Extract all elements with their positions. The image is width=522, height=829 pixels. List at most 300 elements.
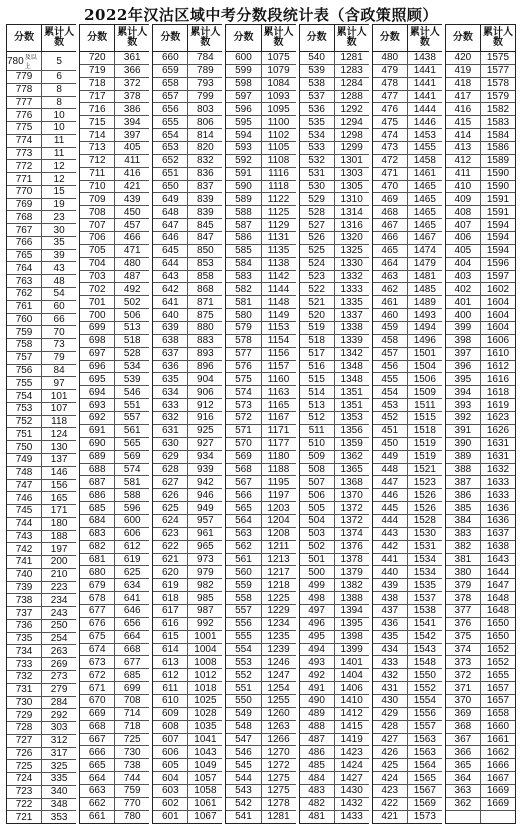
cumulative-cell: 1586 xyxy=(486,142,510,154)
table-row xyxy=(446,528,515,541)
table-row xyxy=(373,618,442,631)
table-row xyxy=(373,52,442,65)
score-cell: 399 xyxy=(446,322,481,334)
table-row xyxy=(446,515,515,528)
score-cell: 627 xyxy=(153,476,188,488)
cumulative-cell: 1424 xyxy=(340,759,363,771)
table-row xyxy=(300,811,369,823)
score-cell: 667 xyxy=(80,734,115,746)
score-cell: 756 xyxy=(7,365,42,377)
cumulative-cell: 1652 xyxy=(486,643,510,655)
score-cell: 668 xyxy=(80,721,115,733)
score-cell: 440 xyxy=(373,566,408,578)
table-row xyxy=(373,129,442,142)
cumulative-cell: 1616 xyxy=(486,373,510,385)
score-cell: 551 xyxy=(226,682,261,694)
cumulative-cell: 799 xyxy=(197,91,214,102)
cumulative-cell: 896 xyxy=(197,361,214,373)
cumulative-cell: 982 xyxy=(197,579,214,591)
score-cell: 616 xyxy=(153,618,188,630)
cumulative-cell: 1604 xyxy=(486,309,510,321)
cumulative-cell: 1465 xyxy=(413,219,436,231)
score-cell: 645 xyxy=(153,245,188,257)
score-cell: 752 xyxy=(7,416,42,428)
cumulative-cell: 317 xyxy=(50,747,68,759)
table-row xyxy=(153,644,222,657)
score-cell: 619 xyxy=(153,579,188,591)
cumulative-cell: 361 xyxy=(123,52,141,64)
table-row xyxy=(153,695,222,708)
score-cell: 695 xyxy=(80,373,115,385)
table-row xyxy=(226,669,295,682)
cumulative-cell: 685 xyxy=(123,669,141,681)
score-cell: 460 xyxy=(373,309,408,321)
table-row xyxy=(7,428,76,441)
table-row xyxy=(373,335,442,348)
table-row xyxy=(300,65,369,78)
table-row xyxy=(226,772,295,785)
score-cell: 575 xyxy=(226,373,261,385)
cumulative-cell: 1458 xyxy=(413,155,436,167)
score-cell: 529 xyxy=(300,193,335,205)
score-cell: 519 xyxy=(300,322,335,334)
cumulative-cell: 1332 xyxy=(340,271,363,283)
cumulative-cell: 1578 xyxy=(486,78,510,90)
table-header xyxy=(446,25,515,52)
table-row xyxy=(80,695,149,708)
cumulative-cell: 985 xyxy=(197,592,214,604)
cumulative-cell: 806 xyxy=(197,116,214,128)
cumulative-cell: 450 xyxy=(123,206,141,218)
score-cell: 747 xyxy=(7,480,42,492)
cumulative-cell: 23 xyxy=(53,211,65,223)
table-row xyxy=(153,734,222,747)
cumulative-cell: 1643 xyxy=(486,553,510,565)
table-row xyxy=(300,476,369,489)
score-cell: 550 xyxy=(226,695,261,707)
score-cell: 410 xyxy=(446,181,481,193)
cumulative-cell: 574 xyxy=(123,463,141,475)
cumulative-cell: 1399 xyxy=(340,643,363,655)
cumulative-cell: 502 xyxy=(123,296,141,308)
table-row xyxy=(80,554,149,567)
score-cell: 488 xyxy=(300,721,335,733)
score-cell: 506 xyxy=(300,489,335,501)
table-block xyxy=(445,24,516,824)
score-cell: 600 xyxy=(226,52,261,64)
table-row xyxy=(373,155,442,168)
header-score: 分数 xyxy=(80,25,115,51)
score-cell: 391 xyxy=(446,425,481,437)
score-cell: 504 xyxy=(300,515,335,527)
table-row xyxy=(153,656,222,669)
cumulative-cell: 1563 xyxy=(413,733,436,745)
score-cell: 456 xyxy=(373,361,408,373)
cumulative-cell: 471 xyxy=(123,245,141,257)
cumulative-cell: 1057 xyxy=(194,772,217,784)
score-cell: 688 xyxy=(80,464,115,476)
table-row xyxy=(80,734,149,747)
table-row xyxy=(226,219,295,232)
table-row xyxy=(300,566,369,579)
table-row xyxy=(80,361,149,374)
score-cell: 499 xyxy=(300,579,335,591)
table-row xyxy=(300,373,369,386)
table-row xyxy=(7,71,76,84)
cumulative-cell: 979 xyxy=(197,566,214,578)
score-cell: 744 xyxy=(7,518,42,530)
table-row xyxy=(446,605,515,618)
score-cell: 375 xyxy=(446,631,481,643)
table-row xyxy=(80,142,149,155)
cumulative-cell: 1370 xyxy=(340,489,363,501)
cumulative-cell: 1537 xyxy=(413,592,436,604)
table-row xyxy=(7,173,76,186)
cumulative-cell: 949 xyxy=(197,502,214,514)
cumulative-cell: 39 xyxy=(53,250,65,262)
score-cell: 369 xyxy=(446,708,481,720)
table-row xyxy=(80,438,149,451)
score-cell: 483 xyxy=(300,785,335,797)
score-cell: 560 xyxy=(226,566,261,578)
cumulative-cell: 820 xyxy=(197,142,214,154)
cumulative-cell: 1197 xyxy=(267,489,290,501)
table-row xyxy=(80,65,149,78)
score-cell: 444 xyxy=(373,515,408,527)
score-cell: 393 xyxy=(446,399,481,411)
cumulative-cell: 744 xyxy=(123,772,141,784)
score-cell: 510 xyxy=(300,438,335,450)
cumulative-cell: 1575 xyxy=(486,52,510,64)
cumulative-cell: 1446 xyxy=(413,116,436,128)
table-row xyxy=(446,425,515,438)
table-row xyxy=(7,518,76,531)
table-row xyxy=(153,476,222,489)
table-row xyxy=(226,91,295,104)
cumulative-cell: 1644 xyxy=(486,566,510,578)
cumulative-cell: 1526 xyxy=(413,502,436,514)
score-cell: 685 xyxy=(80,502,115,514)
cumulative-cell: 619 xyxy=(123,553,141,565)
cumulative-cell: 845 xyxy=(197,219,214,231)
table-row xyxy=(226,245,295,258)
table-row xyxy=(446,348,515,361)
cumulative-cell: 1538 xyxy=(413,605,436,617)
score-cell: 649 xyxy=(153,193,188,205)
score-cell: 604 xyxy=(153,772,188,784)
cumulative-cell: 1374 xyxy=(340,528,363,540)
cumulative-cell: 789 xyxy=(197,65,214,77)
table-row xyxy=(300,451,369,464)
table-row xyxy=(80,515,149,528)
score-cell: 484 xyxy=(300,772,335,784)
cumulative-cell: 466 xyxy=(123,232,141,244)
score-cell: 683 xyxy=(80,528,115,540)
score-cell: 642 xyxy=(153,283,188,295)
cumulative-cell: 1606 xyxy=(486,335,510,347)
score-cell: 552 xyxy=(226,669,261,681)
table-row xyxy=(7,492,76,505)
score-cell: 618 xyxy=(153,592,188,604)
cumulative-cell: 1351 xyxy=(340,386,363,398)
cumulative-cell: 1247 xyxy=(267,669,290,681)
table-row xyxy=(80,541,149,554)
table-row xyxy=(153,65,222,78)
table-row xyxy=(153,579,222,592)
table-row xyxy=(446,206,515,219)
table-row xyxy=(80,245,149,258)
score-cell: 591 xyxy=(226,168,261,180)
cumulative-cell: 1548 xyxy=(413,656,436,668)
cumulative-cell: 853 xyxy=(197,258,214,270)
score-cell: 378 xyxy=(446,592,481,604)
cumulative-cell: 73 xyxy=(53,339,65,351)
table-row xyxy=(300,785,369,798)
cumulative-cell: 188 xyxy=(50,530,68,542)
score-cell: 639 xyxy=(153,322,188,334)
cumulative-cell: 1211 xyxy=(267,541,290,553)
score-cell: 739 xyxy=(7,582,42,594)
table-row xyxy=(153,322,222,335)
score-cell: 415 xyxy=(446,116,481,128)
cumulative-cell: 1292 xyxy=(340,103,363,115)
table-row xyxy=(226,335,295,348)
table-row xyxy=(373,283,442,296)
cumulative-cell: 839 xyxy=(197,193,214,205)
table-row xyxy=(300,296,369,309)
table-row xyxy=(153,142,222,155)
score-cell: 511 xyxy=(300,425,335,437)
table-row xyxy=(373,669,442,682)
score-cell: 489 xyxy=(300,708,335,720)
table-row xyxy=(226,644,295,657)
table-row xyxy=(7,811,76,823)
score-cell: 564 xyxy=(226,515,261,527)
table-row xyxy=(300,412,369,425)
table-row xyxy=(7,250,76,263)
score-cell: 491 xyxy=(300,682,335,694)
table-row xyxy=(153,451,222,464)
cumulative-cell: 124 xyxy=(50,428,68,440)
table-row xyxy=(300,695,369,708)
cumulative-cell: 513 xyxy=(123,322,141,334)
table-row xyxy=(226,464,295,477)
table-row xyxy=(7,390,76,403)
score-cell: 470 xyxy=(373,181,408,193)
table-row xyxy=(446,65,515,78)
cumulative-cell: 1043 xyxy=(194,746,217,758)
score-cell: 472 xyxy=(373,155,408,167)
cumulative-cell xyxy=(481,811,515,823)
cumulative-cell: 312 xyxy=(50,735,68,747)
cumulative-cell: 1281 xyxy=(267,811,290,823)
cumulative-cell: 1419 xyxy=(340,733,363,745)
cumulative-cell: 12 xyxy=(53,160,65,172)
table-row xyxy=(153,425,222,438)
score-cell: 650 xyxy=(153,181,188,193)
cumulative-cell: 1661 xyxy=(486,733,510,745)
score-cell: 481 xyxy=(300,811,335,823)
score-cell: 522 xyxy=(300,283,335,295)
score-cell: 453 xyxy=(373,399,408,411)
cumulative-cell: 1453 xyxy=(413,129,436,141)
table-row xyxy=(153,309,222,322)
score-cell: 634 xyxy=(153,386,188,398)
table-row xyxy=(300,206,369,219)
table-row xyxy=(226,65,295,78)
cumulative-cell: 916 xyxy=(197,412,214,424)
score-cell: 571 xyxy=(226,425,261,437)
table-block xyxy=(225,24,295,824)
score-cell: 514 xyxy=(300,386,335,398)
score-cell: 721 xyxy=(7,811,42,823)
table-row xyxy=(80,644,149,657)
cumulative-cell: 1195 xyxy=(267,476,290,488)
score-cell: 660 xyxy=(153,52,188,64)
table-row xyxy=(153,759,222,772)
table-row xyxy=(373,579,442,592)
score-cell: 428 xyxy=(373,721,408,733)
table-row xyxy=(300,399,369,412)
cumulative-cell: 1636 xyxy=(486,502,510,514)
table-block xyxy=(79,24,149,824)
table-row xyxy=(226,386,295,399)
cumulative-cell: 1511 xyxy=(414,399,436,411)
cumulative-cell: 1339 xyxy=(340,335,363,347)
table-row xyxy=(373,361,442,374)
score-cell: 466 xyxy=(373,232,408,244)
score-cell: 509 xyxy=(300,451,335,463)
score-cell: 582 xyxy=(226,283,261,295)
table-row xyxy=(7,633,76,646)
cumulative-cell: 1320 xyxy=(340,232,363,244)
score-cell: 647 xyxy=(153,219,188,231)
table-row xyxy=(226,155,295,168)
score-cell: 561 xyxy=(226,554,261,566)
cumulative-cell: 1633 xyxy=(486,476,510,488)
table-row xyxy=(226,296,295,309)
cumulative-cell: 6 xyxy=(56,71,62,83)
table-row xyxy=(153,52,222,65)
score-cell: 471 xyxy=(373,168,408,180)
table-row xyxy=(226,451,295,464)
table-row xyxy=(226,103,295,116)
table-row xyxy=(153,129,222,142)
table-row xyxy=(80,206,149,219)
score-cell: 386 xyxy=(446,489,481,501)
table-row xyxy=(226,258,295,271)
cumulative-cell: 1362 xyxy=(340,451,363,463)
cumulative-cell: 1239 xyxy=(267,643,290,655)
cumulative-cell: 668 xyxy=(123,643,141,655)
cumulative-cell: 1338 xyxy=(340,322,363,334)
score-cell: 490 xyxy=(300,695,335,707)
table-row xyxy=(446,322,515,335)
cumulative-cell: 1590 xyxy=(486,181,510,193)
cumulative-cell: 1284 xyxy=(340,78,363,90)
cumulative-cell: 1636 xyxy=(486,515,510,527)
score-cell: 745 xyxy=(7,505,42,517)
score-cell: 719 xyxy=(80,65,115,77)
table-row xyxy=(7,543,76,556)
table-row xyxy=(153,785,222,798)
cumulative-cell: 1465 xyxy=(413,193,436,205)
cumulative-cell: 269 xyxy=(50,658,68,670)
cumulative-cell: 1213 xyxy=(267,553,290,565)
table-row xyxy=(153,605,222,618)
score-cell: 568 xyxy=(226,464,261,476)
score-cell: 477 xyxy=(373,91,408,103)
table-row xyxy=(153,193,222,206)
score-cell: 749 xyxy=(7,454,42,466)
cumulative-cell: 528 xyxy=(123,348,141,360)
score-cell: 780 及以上 xyxy=(7,52,42,70)
table-row xyxy=(446,232,515,245)
cumulative-cell: 348 xyxy=(50,799,68,811)
table-row xyxy=(153,399,222,412)
score-cell: 720 xyxy=(80,52,115,64)
table-row xyxy=(80,219,149,232)
cumulative-cell: 180 xyxy=(50,518,68,530)
table-row xyxy=(7,722,76,735)
cumulative-cell: 1218 xyxy=(267,579,290,591)
score-cell: 480 xyxy=(373,52,408,64)
cumulative-cell: 837 xyxy=(197,181,214,193)
cumulative-cell: 1541 xyxy=(413,618,436,630)
table-row xyxy=(300,464,369,477)
cumulative-cell: 223 xyxy=(50,582,68,593)
table-row xyxy=(373,515,442,528)
cumulative-cell: 1565 xyxy=(413,772,436,784)
table-row xyxy=(80,181,149,194)
table-row xyxy=(446,759,515,772)
table-row xyxy=(7,326,76,339)
header-cumulative: 累计人数 xyxy=(336,27,367,48)
cumulative-cell: 1567 xyxy=(413,785,436,797)
table-row xyxy=(300,271,369,284)
table-row xyxy=(446,772,515,785)
cumulative-cell: 883 xyxy=(197,335,214,347)
cumulative-cell: 1372 xyxy=(340,502,363,514)
table-row xyxy=(153,283,222,296)
cumulative-cell: 11 xyxy=(53,135,65,147)
cumulative-cell: 487 xyxy=(123,271,141,283)
table-row xyxy=(446,386,515,399)
table-row xyxy=(7,403,76,416)
score-cell: 398 xyxy=(446,335,481,347)
table-row xyxy=(226,631,295,644)
score-cell: 659 xyxy=(153,65,188,77)
score-cell: 437 xyxy=(373,605,408,617)
cumulative-cell: 335 xyxy=(50,773,68,785)
score-cell: 605 xyxy=(153,759,188,771)
table-row xyxy=(226,116,295,129)
score-cell: 682 xyxy=(80,541,115,553)
cumulative-cell: 1432 xyxy=(340,798,363,810)
cumulative-cell: 625 xyxy=(123,566,141,578)
table-row xyxy=(80,168,149,181)
table-row xyxy=(446,142,515,155)
table-row xyxy=(7,684,76,697)
score-cell: 446 xyxy=(373,489,408,501)
cumulative-cell: 1582 xyxy=(486,103,510,115)
cumulative-cell: 880 xyxy=(197,322,214,334)
score-cell: 712 xyxy=(80,155,115,167)
table-row xyxy=(300,129,369,142)
score-cell: 427 xyxy=(373,734,408,746)
cumulative-cell: 868 xyxy=(197,283,214,295)
cumulative-cell: 612 xyxy=(123,541,141,553)
